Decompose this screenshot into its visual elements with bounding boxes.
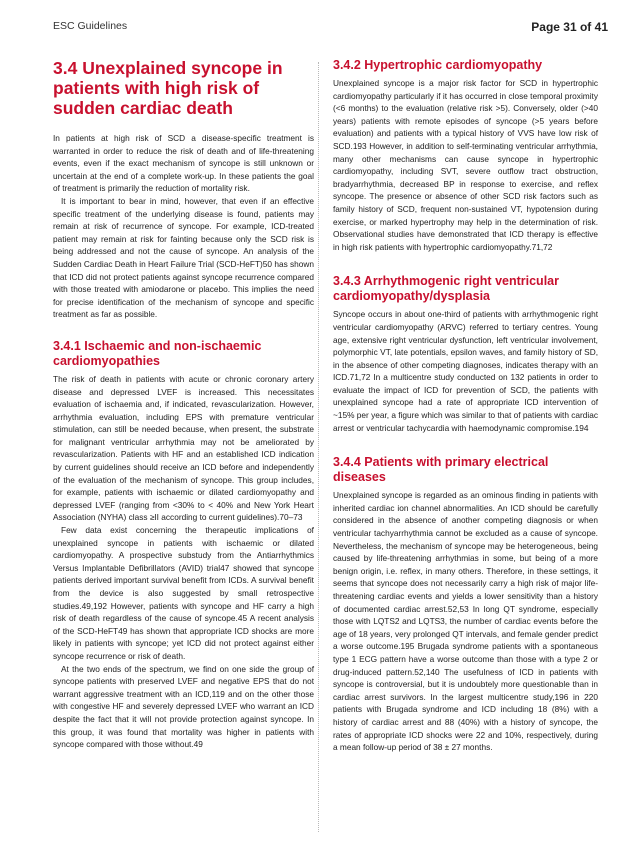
left-column (53, 58, 314, 751)
spacer (333, 434, 598, 455)
body-paragraph: The risk of death in patients with acute or chronic coronary artery disease and depressed LVEF is increased. This necessitates evaluation of ischaemia and, if indicated, revascularization. However, arrhythmia evaluation, including EPS with premature ventricular stimulation, can still be needed because, when present, the substrate for malignant ventricular arrhythmia may not be ameliorated by revascularization. Patients with HF and an established ICD indication by current guidelines should receive an ICD before and independently of the evaluation of the mechanism of syncope. This group includes, for example, patients with ischaemic or dilated cardiomyopathy and depressed LVEF (ranging from <30% to < 40% and New York Heart Association (NYHA) class ≥II according to current guidelines).70–73 (53, 373, 314, 523)
spacer (53, 321, 314, 339)
body-paragraph: Syncope occurs in about one-third of patients with arrhythmogenic right ventricular cardiomyopathy (ARVC) referred to tertiary centres. Young age, extensive right ventricular dysfunction, left ventricular involvement, polymorphic VT, late potentials, epsilon waves, and family history of SD, in the absence of other competing diagnoses, indicates therapy with an ICD.71,72 In a multicentre study conducted on 132 patients in order to evaluate the impact of ICD for prevention of SCD, the patients with unexplained syncope had a rate of appropriate ICD intervention of ~15% per year, a figure which was similar to that of patients with cardiac arrest or ventricular tachycardia with haemodynamic compromise.194 (333, 309, 598, 433)
column-divider (318, 62, 319, 832)
spacer (53, 124, 314, 132)
body-paragraph: Few data exist concerning the therapeutic implications of unexplained syncope in patients with ischaemic or dilated cardiomyopathy. A prospective substudy from the Antiarrhythmics Versus Implantable Defibrillators (AVID) trial47 showed that syncope patients derived important survival benefit from ICDs. A survival benefit from the device is also suggested by small retrospective studies.49,192 However, patients with syncope and HF carry a high risk of death regardless of the cause of syncope.45 A recent analysis of the SCD-HeFT49 has shown that appropriate ICD shocks are more likely in patients with syncope; yet ICD did not protect against either syncope recurrence or risk of death. (53, 525, 314, 661)
right-column (333, 58, 598, 754)
section-title: 3.4 Unexplained syncope in patients with high risk of sudden cardiac death (53, 58, 283, 118)
body-paragraph: Unexplained syncope is regarded as an ominous finding in patients with inherited cardiac ion channel abnormalities. An ICD should be carefully considered in the absence of another competing diagnosis or when ventricular tachyarrhythmia cannot be excluded as a cause of syncope. Nevertheless, the mechanism of syncope may be heterogeneous, being caused by life-threatening arrhythmias in some, but being of a more benign origin, i.e. reflex, in many others. Therefore, in these settings, it seems that syncope does not necessarily carry a high risk of major life-threatening cardiac events and yields a lower sensitivity than a history of documented cardiac arrest.52,53 In long QT syndrome, especially those with LQTS2 and LQTS3, the number of cardiac events before the age of 18 years, very prolonged QT intervals, and female gender predict a worse outcome.195 Brugada syndrome patients with a spontaneous type 1 ECG pattern have a worse outcome than those with a type 2 or drug-induced pattern.52,140 The usefulness of ICD in patients with syncope is controversial, but it is undoubtely more questionable than in cardiac arrest survivors. In the largest multicentre study,196 in 220 patients with Brugada syndrome and ICD including 18 (8%) with a history of cardiac arrest and 88 (40%) with a history of syncope, the rates of appropriate ICD shocks were 22 and 10%, respectively, during a mean follow-up period of 38 ± 27 months. (333, 490, 598, 753)
body-paragraph: Unexplained syncope is a major risk factor for SCD in hypertrophic cardiomyopathy particularly if it has occurred in close temporal proximity (<6 months) to the evaluation (relative risk >5). Conversely, older (>40 years) patients with remote episodes of syncope (>5 years before evaluation) and patients with a typical history of VVS have low risk of SCD.193 However, in addition to self-terminating ventricular arrhythmia, many other mechanisms can cause syncope in hypertrophic cardiomyopathy, including SVT, severe outflow tract obstruction, bradyarrhythmia, decreased BP in response to exercise, and reflex syncope. The presence or absence of other SCD risk factors such as family history of SCD, frequent non-sustained VT, hypotension during exercise, or marked hypertrophy may help in the determination of risk. Observational studies have demonstrated that ICD therapy is effective in high risk patients with hypertrophic cardiomyopathy.71,72 (333, 78, 598, 252)
page-number: Page 31 of 41 (531, 20, 608, 34)
journal-section-label: ESC Guidelines (53, 20, 128, 32)
subsection-title: 3.4.1 Ischaemic and non-ischaemic cardiomyopathies (53, 338, 262, 368)
spacer (333, 253, 598, 274)
subsection-title: 3.4.3 Arrhythmogenic right ventricular cardiomyopathy/dysplasia (333, 274, 559, 304)
body-paragraph: It is important to bear in mind, however, that even if an effective specific treatment of the underlying disease is found, patients may remain at risk of recurrence of syncope. For example, ICD-treated patient may remain at risk for fainting because only the SCD risk is being addressed and not the cause of syncope. An analysis of the Sudden Cardiac Death in Heart Failure Trial (SCD-HeFT)50 has shown that ICD did not protect patients against syncope recurrence compared with those treated with amiodarone or placebo. This implies the need for precise identification of the mechanism of syncope and specific treatment as far as possible. (53, 195, 314, 320)
subsection-title: 3.4.2 Hypertrophic cardiomyopathy (333, 58, 543, 72)
subsection-title: 3.4.4 Patients with primary electrical diseases (333, 455, 549, 485)
body-paragraph: In patients at high risk of SCD a disease-specific treatment is warranted in order to reduce the risk of death and of life-threatening events, even if the exact mechanism of syncope is still unknown or uncertain at the end of a complete work-up. In these patients the goal of treatment is primarily the reduction of mortality risk. (53, 133, 314, 194)
body-paragraph: At the two ends of the spectrum, we find on one side the group of syncope patients with preserved LVEF and negative EPS that do not warrant aggressive treatment with an ICD,119 and on the other those with congestive HF and severely depressed LVEF who warrant an ICD despite the fact that it will not provide protection against syncope. In this group, it was found that mortality was higher in patients with syncope compared with those without.49 (53, 663, 314, 750)
page-header (53, 20, 608, 40)
